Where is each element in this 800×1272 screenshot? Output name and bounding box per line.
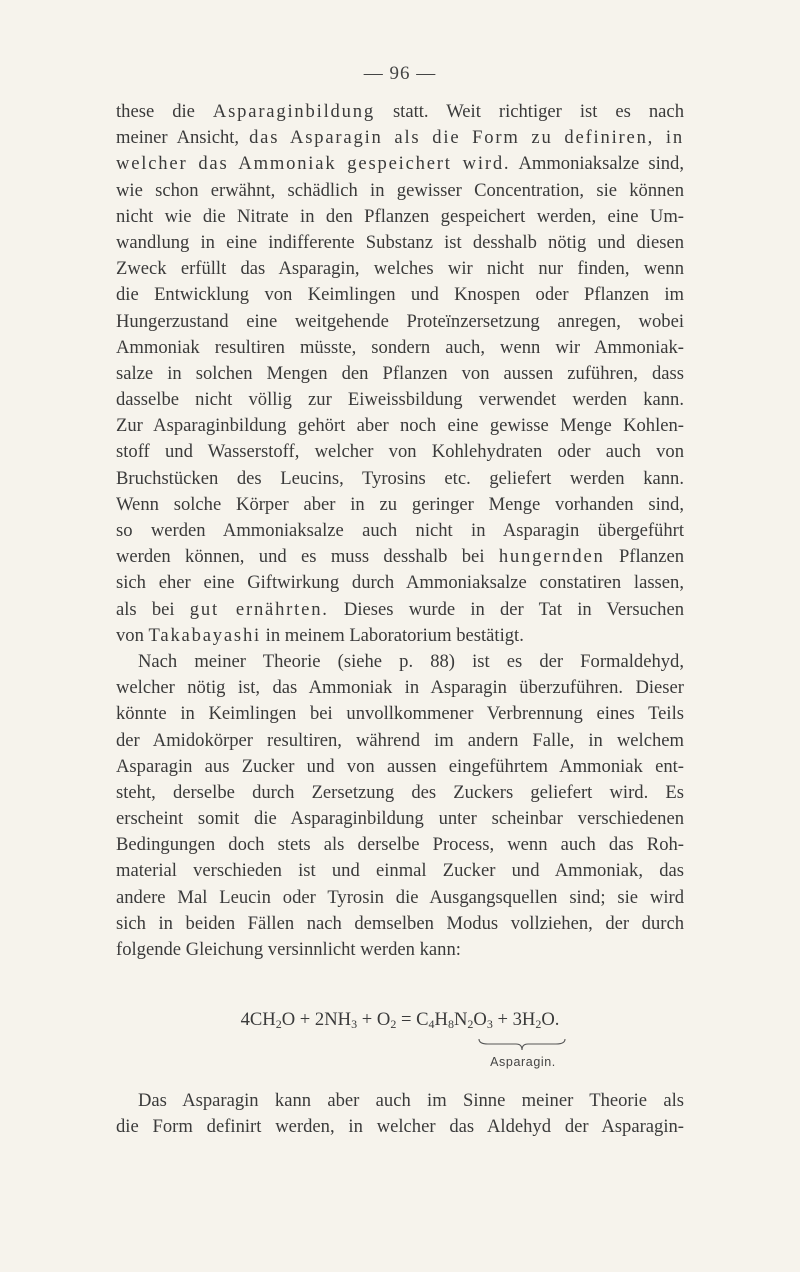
text-line bbox=[116, 806, 684, 832]
chemical-equation bbox=[0, 1009, 800, 1032]
text-line bbox=[116, 780, 684, 806]
text-run: als bei bbox=[116, 598, 190, 620]
text-run: von bbox=[116, 624, 149, 646]
formula-subscript: 3 bbox=[486, 1017, 493, 1031]
formula-term: + O bbox=[357, 1009, 391, 1030]
text-run: werden können, und es muss desshalb bei bbox=[116, 546, 499, 568]
text-run: nicht wie die Nitrate in den Pflanzen gespeichert werden, eine Um- bbox=[116, 205, 684, 227]
text-run: so werden Ammoniaksalze auch nicht in Asparagin übergeführt bbox=[116, 520, 684, 541]
text-run: meiner Ansicht, bbox=[116, 127, 250, 149]
spaced-emphasis: Takabayashi bbox=[148, 624, 262, 646]
text-run: Bruchstücken des Leucins, Tyrosins etc. geliefert werden kann. bbox=[116, 467, 684, 489]
page-number-header: — 96 — bbox=[363, 63, 437, 84]
text-run: wandlung in eine indifferente Substanz ist desshalb nötig und diesen bbox=[116, 231, 684, 253]
text-run: salze in solchen Mengen den Pflanzen von aussen zuführen, dass bbox=[116, 362, 684, 384]
text-line bbox=[116, 178, 684, 204]
text-run: Zweck erfüllt das Asparagin, welches wir nicht nur finden, wenn bbox=[116, 258, 684, 280]
formula-term: + 3H bbox=[492, 1009, 536, 1030]
text-run: Nach meiner Theorie (siehe p. 88) ist es der Formaldehyd, bbox=[138, 650, 684, 672]
formula-term: = C bbox=[396, 1009, 429, 1030]
text-run: Dieses wurde in der Tat in Versuchen bbox=[328, 598, 684, 620]
text-line bbox=[116, 282, 684, 308]
text-run: stoff und Wasserstoff, welcher von Kohlehydraten oder auch von bbox=[116, 441, 684, 463]
text-run: Ammoniak resultiren müsste, sondern auch, wenn wir Ammoniak- bbox=[116, 336, 684, 358]
text-line bbox=[116, 937, 684, 963]
text-line bbox=[116, 885, 684, 911]
text-line bbox=[116, 413, 684, 439]
text-run: Das Asparagin kann aber auch im Sinne meiner Theorie als bbox=[138, 1090, 684, 1111]
text-run: dasselbe nicht völlig zur Eiweissbildung verwendet werden kann. bbox=[116, 389, 684, 411]
asparagin-label: Asparagin. bbox=[490, 1055, 556, 1069]
text-line bbox=[116, 911, 684, 937]
text-run: die Entwicklung von Keimlingen und Knospen oder Pflanzen im bbox=[116, 284, 684, 306]
text-line bbox=[116, 675, 684, 701]
text-run: der Amidokörper resultiren, während im andern Falle, in welchem bbox=[116, 729, 684, 751]
text-run: Hungerzustand eine weitgehende Proteïnzersetzung anregen, wobei bbox=[116, 310, 684, 332]
text-line bbox=[116, 570, 684, 596]
spaced-emphasis: gut ernährten. bbox=[189, 598, 329, 620]
text-run: Zur Asparaginbildung gehört aber noch eine gewisse Menge Kohlen- bbox=[116, 415, 684, 437]
text-line bbox=[116, 754, 684, 780]
paragraph-main bbox=[116, 99, 684, 963]
underbrace bbox=[478, 1037, 566, 1051]
text-run: welcher nötig ist, das Ammoniak in Asparagin überzuführen. Dieser bbox=[116, 677, 684, 699]
text-line bbox=[116, 335, 684, 361]
text-line bbox=[116, 125, 684, 151]
text-run: steht, derselbe durch Zersetzung des Zuckers geliefert wird. Es bbox=[116, 781, 684, 803]
text-line bbox=[116, 1088, 684, 1114]
text-run: Asparagin aus Zucker und von aussen eingeführtem Ammoniak ent- bbox=[116, 755, 684, 777]
formula-term: 4CH bbox=[240, 1009, 276, 1030]
text-run: könnte in Keimlingen bei unvollkommener Verbrennung eines Teils bbox=[116, 703, 684, 725]
spaced-emphasis: Asparaginbildung bbox=[212, 101, 375, 122]
text-run: wie schon erwähnt, schädlich in gewisser Concentration, sie können bbox=[116, 179, 684, 201]
text-line bbox=[116, 1114, 684, 1140]
formula-subscript: 4 bbox=[428, 1017, 435, 1031]
formula-subscript: 2 bbox=[275, 1017, 282, 1031]
text-line bbox=[116, 151, 684, 177]
formula-subscript: 2 bbox=[535, 1017, 542, 1031]
text-line bbox=[116, 518, 684, 544]
text-line bbox=[116, 832, 684, 858]
text-line bbox=[116, 623, 684, 649]
text-run: material verschieden ist und einmal Zucker und Ammoniak, das bbox=[116, 860, 684, 882]
text-run: andere Mal Leucin oder Tyrosin die Ausgangsquellen sind; sie wird bbox=[116, 886, 684, 908]
text-line bbox=[116, 544, 684, 570]
text-line bbox=[116, 858, 684, 884]
formula-term: H bbox=[434, 1009, 448, 1030]
text-run: Ammoniaksalze sind, bbox=[510, 153, 684, 175]
spaced-emphasis: welcher das Ammoniak gespeichert wird. bbox=[116, 153, 511, 175]
text-run: sich in beiden Fällen nach demselben Modus vollziehen, der durch bbox=[116, 912, 684, 934]
spaced-emphasis: hungernden bbox=[498, 546, 605, 568]
formula-subscript: 2 bbox=[390, 1017, 397, 1031]
formula-subscript: 3 bbox=[351, 1017, 358, 1031]
formula-term: O bbox=[473, 1009, 487, 1030]
text-line bbox=[116, 649, 684, 675]
formula-subscript: 8 bbox=[447, 1017, 454, 1031]
text-line bbox=[116, 387, 684, 413]
text-line bbox=[116, 99, 684, 125]
text-line bbox=[116, 439, 684, 465]
text-line bbox=[116, 492, 684, 518]
text-run: statt. Weit richtiger ist es nach bbox=[374, 101, 684, 122]
text-run: folgende Gleichung versinnlicht werden kann: bbox=[116, 939, 461, 960]
text-run: Bedingungen doch stets als derselbe Process, wenn auch das Roh- bbox=[116, 834, 684, 856]
formula-subscript: 2 bbox=[467, 1017, 474, 1031]
text-run: in meinem Laboratorium bestätigt. bbox=[261, 624, 524, 646]
spaced-emphasis: das Asparagin als die Form zu definiren, in bbox=[249, 127, 684, 149]
text-run: erscheint somit die Asparaginbildung unter scheinbar verschiedenen bbox=[116, 808, 684, 830]
text-run: die Form definirt werden, in welcher das Aldehyd der Asparagin- bbox=[116, 1116, 684, 1138]
paragraph-continued bbox=[116, 1088, 684, 1140]
text-line bbox=[116, 597, 684, 623]
text-line bbox=[116, 701, 684, 727]
formula-term: O. bbox=[541, 1009, 560, 1030]
text-line bbox=[116, 230, 684, 256]
text-run: Wenn solche Körper aber in zu geringer Menge vorhanden sind, bbox=[116, 493, 684, 515]
text-line bbox=[116, 361, 684, 387]
text-run: sich eher eine Giftwirkung durch Ammoniaksalze constatiren lassen, bbox=[116, 572, 684, 594]
text-run: these die bbox=[116, 101, 213, 122]
text-line bbox=[116, 728, 684, 754]
text-line bbox=[116, 309, 684, 335]
formula-term: O + 2NH bbox=[281, 1009, 352, 1030]
text-run: Pflanzen bbox=[604, 546, 684, 568]
text-line bbox=[116, 466, 684, 492]
text-line bbox=[116, 204, 684, 230]
formula-term: N bbox=[453, 1009, 468, 1030]
text-line bbox=[116, 256, 684, 282]
